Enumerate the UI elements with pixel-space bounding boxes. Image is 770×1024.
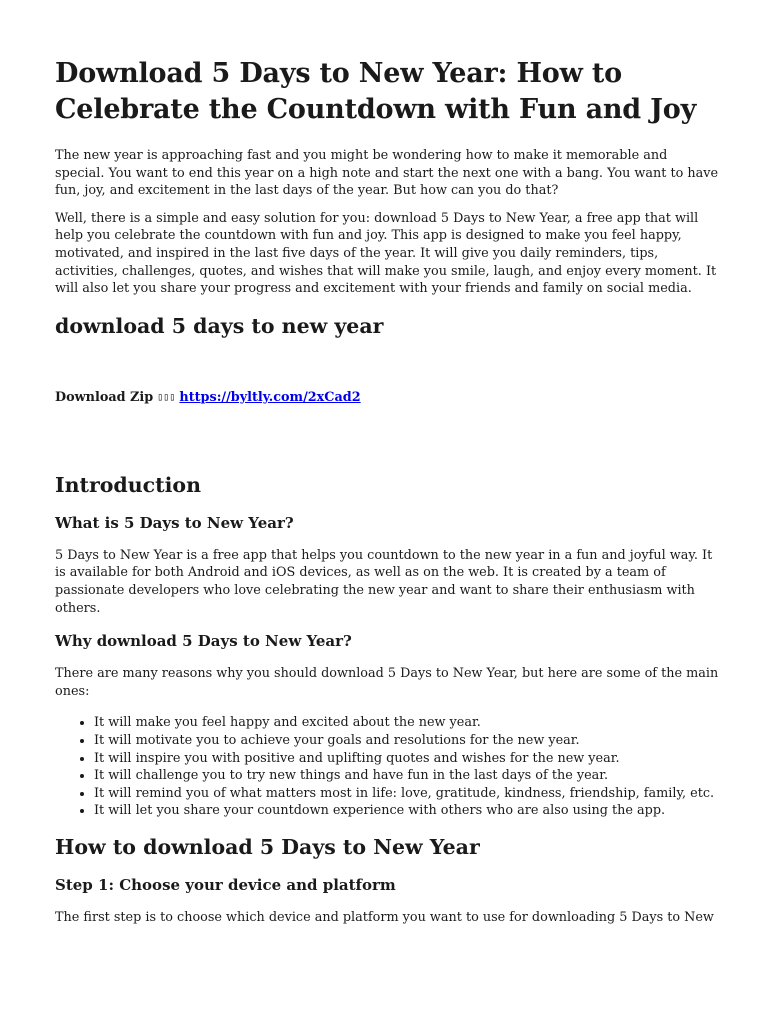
why-download-heading: Why download 5 Days to New Year?	[55, 632, 352, 651]
list-item: • It will inspire you with positive and uplifting quotes and wishes for the new year.	[94, 750, 720, 768]
download-heading: download 5 days to new year	[55, 313, 384, 338]
list-item: • It will challenge you to try new things and have fun in the last days of the year.	[94, 767, 720, 785]
article	[55, 0, 720, 926]
step-1-heading: Step 1: Choose your device and platform	[55, 875, 396, 894]
intro-paragraph-1: The new year is approaching fast and you might be wondering how to make it memorable and special. You want to end this year on a high note and start the next one with a bang. You want to have fun, joy, and excitement in the last days of the year. But how can you do that?	[55, 148, 719, 199]
list-item: • It will motivate you to achieve your goals and resolutions for the new year.	[94, 732, 720, 750]
placeholder-glyphs: ▯▯▯	[157, 391, 176, 403]
intro-paragraph-2: Well, there is a simple and easy solution for you: download 5 Days to New Year, a free app that will help you celebrate the countdown with fun and joy. This app is designed to make you feel happy, motivated, and inspired in the last five days of the year. It will give you daily reminders, tips, activities, challenges, quotes, and wishes that will make you smile, laugh, and enjoy every moment. It will also let you share your progress and excitement with your friends and family on social media.	[55, 210, 717, 297]
why-download-paragraph: There are many reasons why you should download 5 Days to New Year, but here are some of the main ones:	[55, 666, 719, 699]
introduction-heading: Introduction	[55, 472, 201, 497]
download-line	[55, 389, 720, 407]
what-is-paragraph: 5 Days to New Year is a free app that helps you countdown to the new year in a fun and joyful way. It is available for both Android and iOS devices, as well as on the web. It is created by a team of passionate developers who love celebrating the new year and want to share their enthusiasm with others.	[55, 547, 713, 616]
download-zip-label: Download Zip	[55, 389, 154, 405]
how-to-download-heading: How to download 5 Days to New Year	[55, 834, 480, 859]
what-is-heading: What is 5 Days to New Year?	[55, 513, 294, 532]
list-item: • It will make you feel happy and excited about the new year.	[94, 714, 720, 732]
step-1-paragraph: The first step is to choose which device and platform you want to use for downloading 5 Days to New	[55, 909, 714, 925]
download-link[interactable]: https://byltly.com/2xCad2	[179, 389, 361, 405]
list-item: • It will remind you of what matters most in life: love, gratitude, kindness, friendship, family, etc.	[94, 785, 720, 803]
reasons-list	[55, 714, 720, 820]
list-item: • It will let you share your countdown experience with others who are also using the app.	[94, 802, 720, 820]
article-title: Download 5 Days to New Year: How to Celebrate the Countdown with Fun and Joy	[55, 58, 697, 125]
